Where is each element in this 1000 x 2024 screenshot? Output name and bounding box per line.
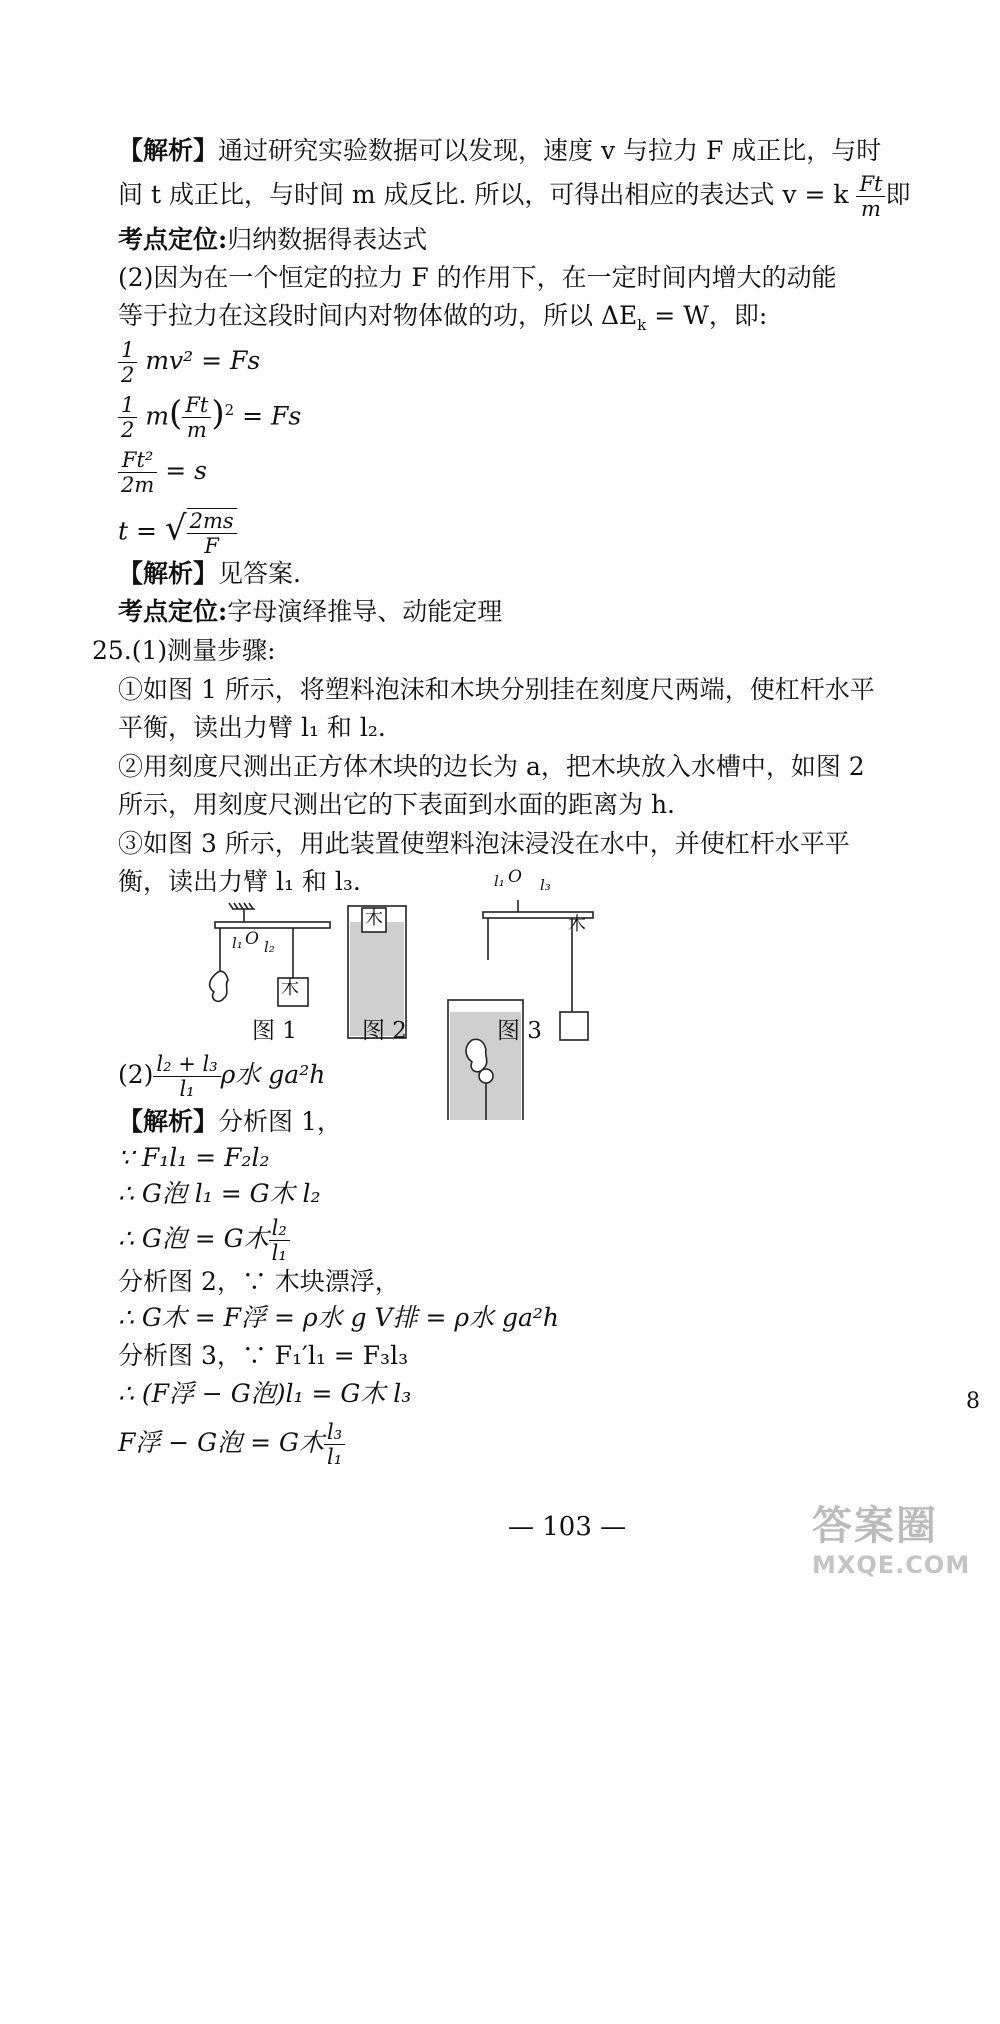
figure-3-caption: 图 3 — [497, 1018, 542, 1044]
analysis-eq-6: F浮 − G泡 = G木 $\frac{\text{l₃}}{\text{l₁}}$ — [118, 1420, 345, 1469]
analysis-heading: 【解析】分析图 1， — [118, 1107, 342, 1136]
equation-4: t = √ $\frac{2ms}{F}$ — [118, 508, 237, 558]
analysis-eq-2: ∴ G泡 l₁ = G木 l₂ — [118, 1179, 321, 1208]
analysis-paragraph-line2 — [118, 172, 910, 221]
fig3-pivot-label: O — [508, 867, 522, 887]
fig3-l1-label: l₁ — [494, 872, 505, 890]
fig3-l3-label: l₃ — [540, 876, 551, 894]
analysis-paragraph-line1 — [118, 133, 881, 169]
equation-3: $\frac{\text{Ft²}}{2m}$ = s — [118, 448, 207, 497]
analysis-eq-3: ∴ G泡 = G木 $\frac{\text{l₂}}{\text{l₁}}$ — [118, 1216, 290, 1265]
kaodian-text: 归纳数据得表达式 — [227, 225, 428, 254]
q25-step1-line1: ①如图 1 所示，将塑料泡沫和木块分别挂在刻度尺两端，使杠杆水平 — [118, 675, 875, 704]
analysis-text-2-end: 即 — [885, 180, 911, 209]
equation-2: $\frac{1}{2}$ m( $\frac{Ft}{m}$ )$^2$ = Fs — [118, 392, 301, 442]
fig1-l1-label: l₁ — [232, 934, 243, 952]
part2-line2: 等于拉力在这段时间内对物体做的功，所以 $\Delta E_k = W$，即: — [118, 301, 768, 334]
formula-fraction: $\frac{Ft}{m}$ — [856, 172, 885, 221]
fig2-wood-label: 木 — [365, 908, 383, 929]
fig1-l2-label: l₂ — [264, 938, 275, 956]
analysis-eq-4: ∴ G木 = F浮 = ρ水 g V排 = ρ水 ga²h — [118, 1303, 560, 1332]
analysis-text-1: 通过研究实验数据可以发现，速度 v 与拉力 F 成正比，与时 — [218, 136, 882, 165]
analysis-eq-1: ∵ F₁l₁ = F₂l₂ — [118, 1143, 270, 1172]
equation-1: $\frac{1}{2}$ mv² = Fs — [118, 338, 260, 387]
figure-2-caption: 图 2 — [362, 1018, 407, 1044]
kaodian-line-1 — [118, 222, 427, 258]
figure-1-caption: 图 1 — [252, 1018, 297, 1044]
analysis-text-2: 间 t 成正比，与时间 m 成反比. 所以，可得出相应的表达式 v = k — [118, 180, 849, 209]
answer-part2: (2) $\frac{\text{l₂ + l₃}}{\text{l₁}}$ ρ水 ga²h — [118, 1052, 326, 1101]
analysis-eq-5: ∴ (F浮 − G泡)l₁ = G木 l₃ — [118, 1379, 412, 1408]
kaodian-label: 考点定位: — [118, 225, 228, 254]
q25-step2-line2: 所示，用刻度尺测出它的下表面到水面的距离为 h. — [118, 790, 675, 819]
page-number: — 103 — — [508, 1512, 627, 1542]
edge-mark: 8 — [966, 1389, 980, 1414]
site-watermark-logo: 答案圈 MXQE.COM — [812, 1503, 971, 1579]
analysis-fig2-heading: 分析图 2，∵ 木块漂浮， — [118, 1267, 400, 1296]
analysis-tag: 【解析】 — [118, 136, 219, 165]
fig1-pivot-label: O — [245, 929, 259, 949]
fig3-wood-label: 木 — [568, 914, 586, 935]
kaodian-line-2: 考点定位:字母演绎推导、动能定理 — [118, 597, 503, 626]
q25-title: 25.(1)测量步骤: — [92, 636, 276, 665]
q25-step3-line2: 衡，读出力臂 l₁ 和 l₃. — [118, 867, 361, 896]
jiexi-line-2: 【解析】见答案. — [118, 559, 301, 588]
part2-line1: (2)因为在一个恒定的拉力 F 的作用下，在一定时间内增大的动能 — [118, 263, 837, 292]
fig1-wood-label: 木 — [281, 978, 299, 999]
analysis-fig3-heading: 分析图 3，∵ F₁′l₁ = F₃l₃ — [118, 1341, 409, 1370]
q25-step1-line2: 平衡，读出力臂 l₁ 和 l₂. — [118, 713, 386, 742]
q25-step2-line1: ②用刻度尺测出正方体木块的边长为 a，把木块放入水槽中，如图 2 — [118, 752, 865, 781]
q25-step3-line1: ③如图 3 所示，用此装置使塑料泡沫浸没在水中，并使杠杆水平平 — [118, 829, 850, 858]
